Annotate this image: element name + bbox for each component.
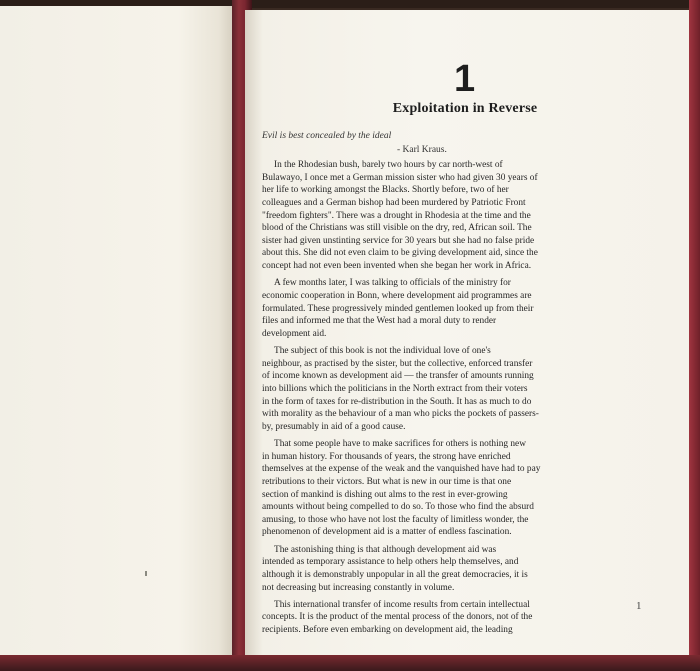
paragraph: [262, 277, 659, 340]
page-number: 1: [636, 600, 642, 612]
text-line: A few months later, I was talking to officials of the ministry for: [274, 278, 511, 289]
paragraph: [262, 599, 659, 637]
text-line: although it is demonstrably unpopular in all the great democracies, it is: [262, 569, 528, 580]
text-line: neighbour, as practised by the sister, but the collective, enforced transfer: [262, 358, 533, 369]
text-line: "freedom fighters". There was a drought in Rhodesia at the time and the: [262, 210, 531, 221]
text-line: her life to working amongst the Blacks. Shortly before, two of her: [262, 185, 509, 196]
paragraph: [262, 159, 659, 273]
text-line: about this. She did not even claim to be giving development aid, since the: [262, 248, 538, 259]
page-speck: [145, 571, 147, 576]
text-line: The astonishing thing is that although development aid was: [274, 544, 497, 555]
epigraph-author: - Karl Kraus.: [397, 145, 447, 155]
chapter-title: Exploitation in Reverse: [392, 101, 538, 116]
text-line: colleagues and a German bishop had been murdered by Patriotic Front: [262, 197, 526, 208]
text-line: of income known as development aid — the transfer of amounts running: [262, 371, 534, 382]
book-cover-bottom: [0, 655, 700, 671]
text-line: formulated. These progressively minded gentlemen looked up from their: [262, 303, 534, 314]
text-line: with morality as the behaviour of a man who picks the pockets of passers-: [262, 409, 539, 420]
text-line: development aid.: [262, 328, 327, 339]
paragraph: [262, 544, 659, 595]
text-line: phenomenon of development aid is a matter of endless fascination.: [262, 527, 512, 538]
text-line: sister had given unstinting service for 30 years but she had no false pride: [262, 235, 535, 246]
text-line: recipients. Before even embarking on development aid, the leading: [262, 624, 513, 635]
epigraph-quote: Evil is best concealed by the ideal: [262, 131, 392, 141]
text-line: The subject of this book is not the individual love of one's: [274, 345, 491, 356]
text-line: into billions which the politicians in the North extract from their voters: [262, 383, 528, 394]
chapter-body-text: [262, 159, 659, 637]
left-blank-page: [0, 6, 238, 656]
text-line: amusing, to those who have not lost the faculty of limitless wonder, the: [262, 514, 529, 525]
text-line: concepts. It is the product of the mental process of the donors, not of the: [262, 612, 533, 623]
text-line: not decreasing but increasing constantly in volume.: [262, 582, 455, 593]
text-line: That some people have to make sacrifices for others is nothing new: [274, 438, 526, 449]
text-line: intended as temporary assistance to help others help themselves, and: [262, 557, 519, 568]
text-line: in the form of taxes for re-distribution in the South. It has as much to do: [262, 396, 532, 407]
paragraph: [262, 438, 659, 539]
text-line: files and informed me that the West had a moral duty to render: [262, 316, 497, 327]
text-line: blood of the Christians was still visible on the dry, red, African soil. The: [262, 223, 532, 234]
text-line: themselves at the expense of the weak and the vanquished have had to pay: [262, 464, 541, 475]
text-line: amounts without being compelled to do so. To those who find the absurd: [262, 502, 534, 513]
text-line: in human history. For thousands of years, the strong have enriched: [262, 451, 511, 462]
text-line: economic cooperation in Bonn, where development aid programmes are: [262, 290, 532, 301]
text-line: concept had not even been invented when she began her work in Africa.: [262, 261, 532, 272]
text-line: This international transfer of income results from certain intellectual: [274, 599, 530, 610]
chapter-number: 1: [454, 58, 476, 100]
text-line: section of mankind is dishing out alms to the rest in ever-growing: [262, 489, 508, 500]
book-cover-edge: [689, 0, 700, 671]
paragraph: [262, 345, 659, 433]
text-line: In the Rhodesian bush, barely two hours by car north-west of: [274, 160, 503, 170]
text-line: Bulawayo, I once met a German mission sister who had given 30 years of: [262, 172, 538, 183]
text-line: by, presumably in aid of a good cause.: [262, 421, 406, 432]
text-line: retributions to their victors. But what is new in our time is that one: [262, 476, 512, 487]
